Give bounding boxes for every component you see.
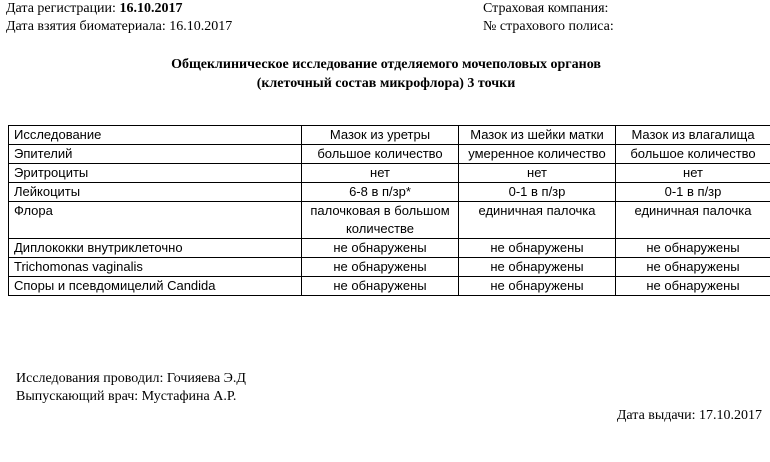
table-row [9,164,770,183]
table-cell: палочковая в большом количестве [302,202,459,239]
table-cell: нет [459,164,616,183]
row-label: Флора [9,202,302,239]
issue-date: Дата выдачи: 17.10.2017 [616,408,762,423]
table-cell: не обнаружены [302,258,459,277]
column-header: Исследование [9,126,302,145]
table-cell: не обнаружены [616,277,770,296]
row-label: Лейкоциты [9,183,302,202]
table-cell: умеренное количество [459,145,616,164]
column-header: Мазок из шейки матки [459,126,616,145]
issuing-doctor: Выпускающий врач: Мустафина А.Р. [16,389,237,404]
table-row [9,145,770,164]
results-table [8,125,770,296]
table-cell: 0-1 в п/зр [459,183,616,202]
insurance-company-label: Страховая компания: [483,1,609,16]
policy-number-label: № страхового полиса: [483,19,614,34]
table-cell: 6-8 в п/зр* [302,183,459,202]
registration-date-value: 16.10.2017 [119,1,183,16]
table-header-row [9,126,770,145]
table-cell: не обнаружены [302,277,459,296]
sample-date-value: 16.10.2017 [169,19,233,34]
table-cell: единичная палочка [616,202,770,239]
table-cell: большое количество [616,145,770,164]
column-header: Мазок из влагалища [616,126,770,145]
column-header: Мазок из уретры [302,126,459,145]
row-label: Trichomonas vaginalis [9,258,302,277]
row-label: Споры и псевдомицелий Candida [9,277,302,296]
performed-by: Исследования проводил: Гочияева Э.Д [16,371,246,386]
document-title: Общеклиническое исследование отделяемого мочеполовых органов [171,57,601,72]
table-cell: единичная палочка [459,202,616,239]
table-cell: нет [302,164,459,183]
table-cell: не обнаружены [616,239,770,258]
table-row [9,239,770,258]
registration-date-label: Дата регистрации: [6,1,116,16]
document-subtitle: (клеточный состав микрофлора) 3 точки [256,76,516,91]
table-row [9,277,770,296]
table-cell: не обнаружены [459,239,616,258]
row-label: Диплококки внутриклеточно [9,239,302,258]
table-cell: не обнаружены [459,277,616,296]
sample-date [6,19,232,35]
row-label: Эпителий [9,145,302,164]
row-label: Эритроциты [9,164,302,183]
table-cell: не обнаружены [302,239,459,258]
table-cell: не обнаружены [459,258,616,277]
table-row [9,202,770,239]
registration-date [6,1,182,17]
table-cell: большое количество [302,145,459,164]
table-row [9,183,770,202]
table-row [9,258,770,277]
sample-date-label: Дата взятия биоматериала: [6,19,166,34]
table-cell: 0-1 в п/зр [616,183,770,202]
table-cell: не обнаружены [616,258,770,277]
table-cell: нет [616,164,770,183]
